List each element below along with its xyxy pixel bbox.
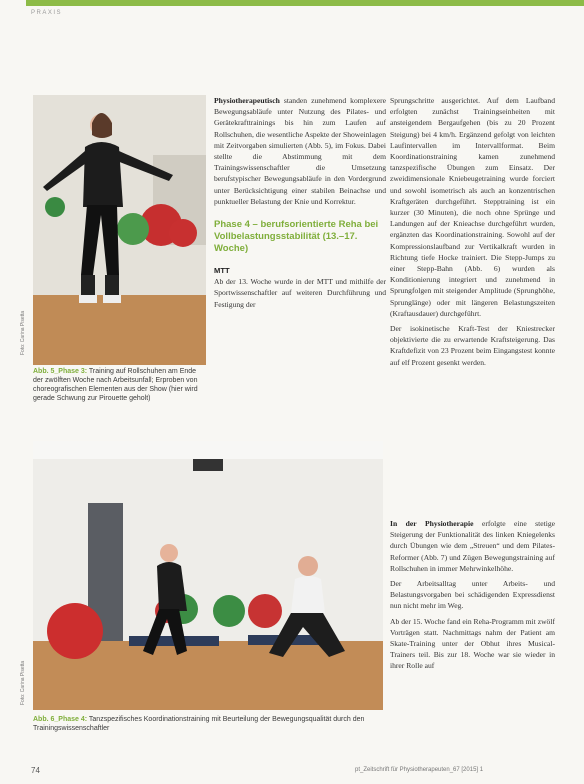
section-tag: PRAXIS [31, 10, 63, 16]
body-column-b-lower [390, 518, 555, 676]
figure-1-illustration [33, 95, 206, 365]
figure-1-credit: Foto: Carina Pisetta [20, 310, 26, 355]
mtt-heading: MTT [214, 266, 230, 276]
figure-2-credit: Foto: Carina Pisetta [20, 660, 26, 705]
body-column-a [214, 95, 386, 314]
paragraph: Ab der 13. Woche wurde in der MTT und mithilfe der Sportwissenschaftler auf weiteren Durchführung und Festigung der [214, 277, 386, 309]
paragraph [214, 95, 386, 207]
figure-1-caption [33, 367, 208, 403]
paragraph: Sprungschritte ausgerichtet. Auf dem Laufband erfolgten zunächst Trainingseinheiten mit ansteigendem Bergaufgehen (bis zu 20 Prozent Steigung) bei 4 km/h. Ergänzend gefolgt von leichten Laufintervallen im Intervallformat. Beim Koordinationstraining kamen zunehmend tanzspezifische Übungen zum Einsatz. Der zweidimensionale Kniebeugetraining wurde forciert und sowohl isometrisch als auch an konzentrischen Kraftgeräten durchgeführt. Stepptraining ist ein kurzer (30 Minuten), die noch ohne Sprünge und Landungen auf der Knieachse durchgeführt wurden, ergänzten das Koordinationstraining. Sowohl auf der Kompressionslaufband zur Vertikalkraft wurden in Richtung tiefe Hocke trainiert. Die Stepp-Jumps zu einer Stepp-Bahn (Abb. 6) wurden als Konditionierung integriert und zunehmend in Sprungfolgen mit steigender Amplitude (Sprunghöhe, Sprunglänge) oder mit längeren Belastungszeiten (Kraftausdauer) durchgeführt. [390, 96, 555, 318]
lead-phrase: In der Physiotherapie [390, 519, 474, 528]
page-number: 74 [31, 766, 40, 775]
paragraph-text: standen zunehmend komplexere Bewegungsabläufe unter Nutzung des Pilates- und Gerätekrafttrainings bis hin zum Laufen auf Rollschuhen, die wesentliche Aspekte der Showeinlagen mit Zeitvorgaben simulierten (Abb. 5), im Fokus. Dabei stellte die Abstimmung mit dem Trainingswissenschaftler die Umsetzung berufstypischer Bewegungsabläufe in den Vordergrund unter Berücksichtigung einer stabilen Beinachse und punktueller Belastung der Knie und Korrektur. [214, 96, 386, 206]
paragraph: Der isokinetische Kraft-Test der Kniestrecker objektivierte die zu erwartende Kraftsteigerung. Das Kraftdefizit von 23 Prozent beim Eingangstest konnte auf elf Prozent gesenkt werden. [390, 324, 555, 367]
figure-2-illustration [33, 441, 383, 710]
figure-2-photo [33, 441, 383, 710]
figure-1-label: Abb. 5_Phase 3: [33, 368, 88, 375]
paragraph: Der Arbeitsalltag unter Arbeits- und Belastungsvorgaben bei schädigenden Expressdienst nun nicht mehr im Weg. [390, 579, 555, 611]
figure-1-caption-text: Training auf Rollschuhen am Ende der zwölften Woche nach Arbeitsunfall; Erproben von choreografischen Elementen aus der Show (hier wird gerade Schwung zur Pirouette geholt) [33, 368, 198, 402]
figure-2-caption-text: Tanzspezifisches Koordinationstraining mit Beurteilung der Bewegungsqualität durch den Trainingswissenschaftler [33, 716, 365, 732]
figure-2-label: Abb. 6_Phase 4: [33, 716, 88, 723]
top-accent-bar [26, 0, 584, 6]
figure-2-caption [33, 715, 383, 733]
journal-name: pt_Zeitschrift für Physiotherapeuten_67 [2015] 1 [355, 767, 484, 773]
figure-1-photo [33, 95, 206, 365]
phase-heading: Phase 4 – berufsorientierte Reha bei Vollbelastungsstabilität (13.–17. Woche) [214, 219, 379, 255]
lead-phrase: Physiotherapeutisch [214, 96, 280, 105]
paragraph [390, 518, 555, 574]
paragraph-text: erfolgte eine stetige Steigerung der Funktionalität des linken Kniegelenks durch Übungen wie dem „Streuen“ und dem Pilates-Reformer (Abb. 7) und Zügen Bewegungstraining auf Rollschuhen in immer Mehrwinkelhöhe. [390, 519, 555, 573]
paragraph: Ab der 15. Woche fand ein Reha-Programm mit zwölf Vorträgen statt. Nachmittags nahm der Patient am Skate-Training unter der Obhut ihres Musical-Trainers teil. Bis zur 18. Woche war sie wieder in ihrer Rolle auf [390, 616, 555, 671]
body-column-b [390, 95, 555, 372]
